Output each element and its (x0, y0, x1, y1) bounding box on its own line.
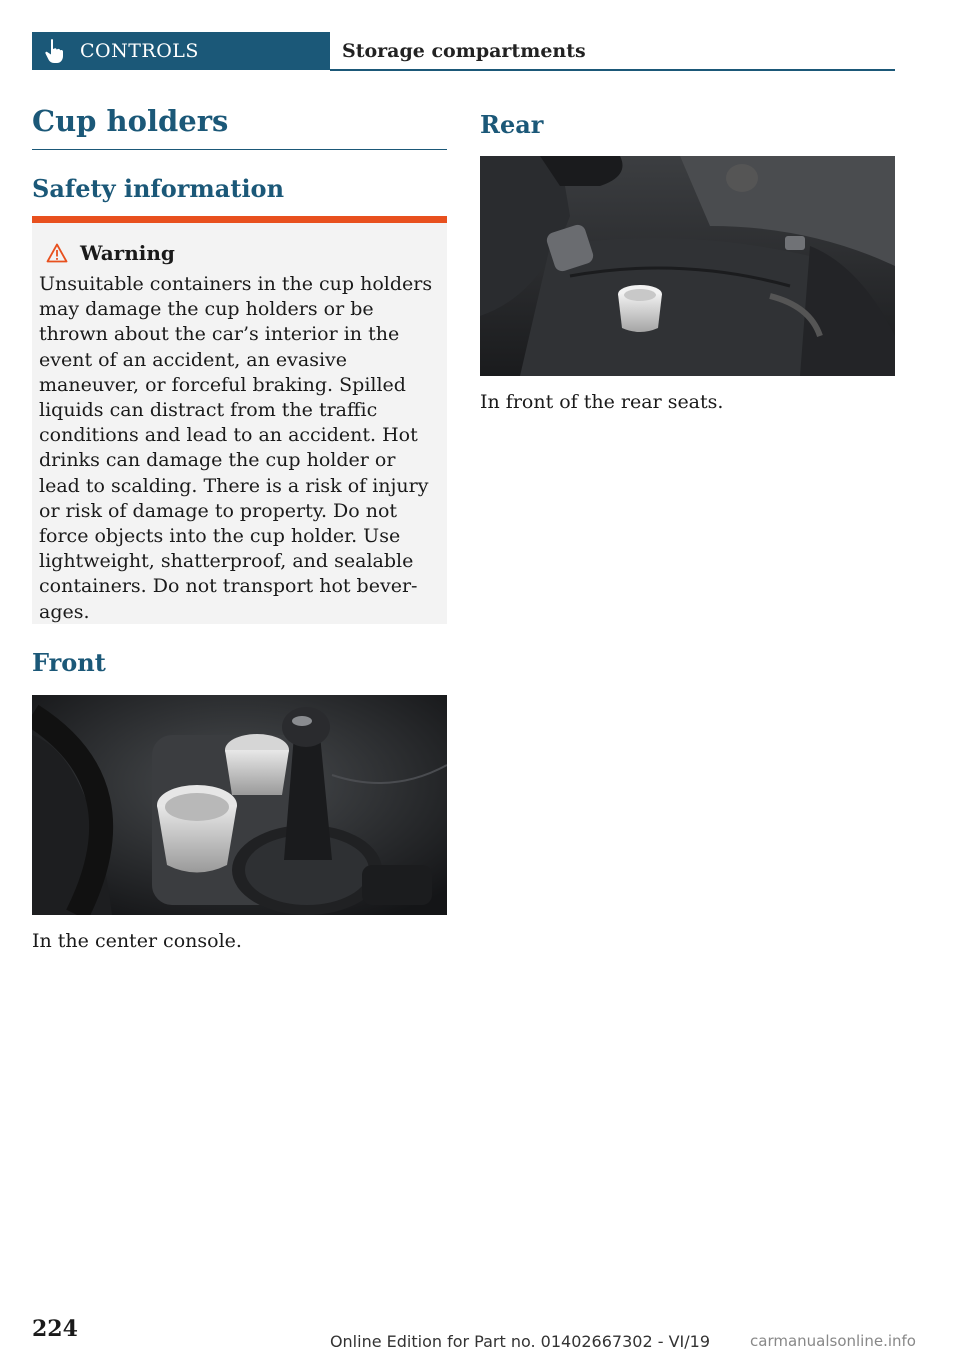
warning-triangle-icon (46, 243, 68, 263)
front-cupholder-photo (32, 695, 447, 915)
section-tab (32, 32, 330, 70)
warning-header (39, 241, 435, 265)
chapter-title: Storage compartments (342, 40, 586, 62)
front-heading: Front (32, 648, 106, 677)
warning-label: Warning (80, 241, 175, 265)
rear-caption: In front of the rear seats. (480, 391, 724, 413)
section-label: CONTROLS (80, 40, 199, 62)
title-rule (32, 149, 447, 150)
header-rule (330, 69, 895, 71)
hand-pointer-icon (42, 38, 66, 64)
rear-heading: Rear (480, 110, 544, 139)
safety-heading: Safety information (32, 174, 285, 203)
page-title: Cup holders (32, 104, 229, 138)
rear-cupholder-photo (480, 156, 895, 376)
warning-text: Unsuitable containers in the cup holders may damage the cup holders or be thrown about the car’s interior in the event of an accident, an evasive maneuver, or forceful braking. Spilled liquids can distract from the traffic conditions and lead to an accident. Hot drinks can damage the cup holder or lead to scalding. There is a risk of injury or risk of damage to property. Do not force objects into the cup holder. Use lightweight, shatterproof, and sealable containers. Do not transport hot beverages. (39, 273, 433, 623)
watermark: carmanualsonline.info (750, 1332, 916, 1350)
edition-footer: Online Edition for Part no. 01402667302 - VI/19 (329, 1332, 710, 1351)
warning-box (32, 216, 447, 624)
front-caption: In the center console. (32, 930, 242, 952)
page-number: 224 (32, 1316, 78, 1342)
